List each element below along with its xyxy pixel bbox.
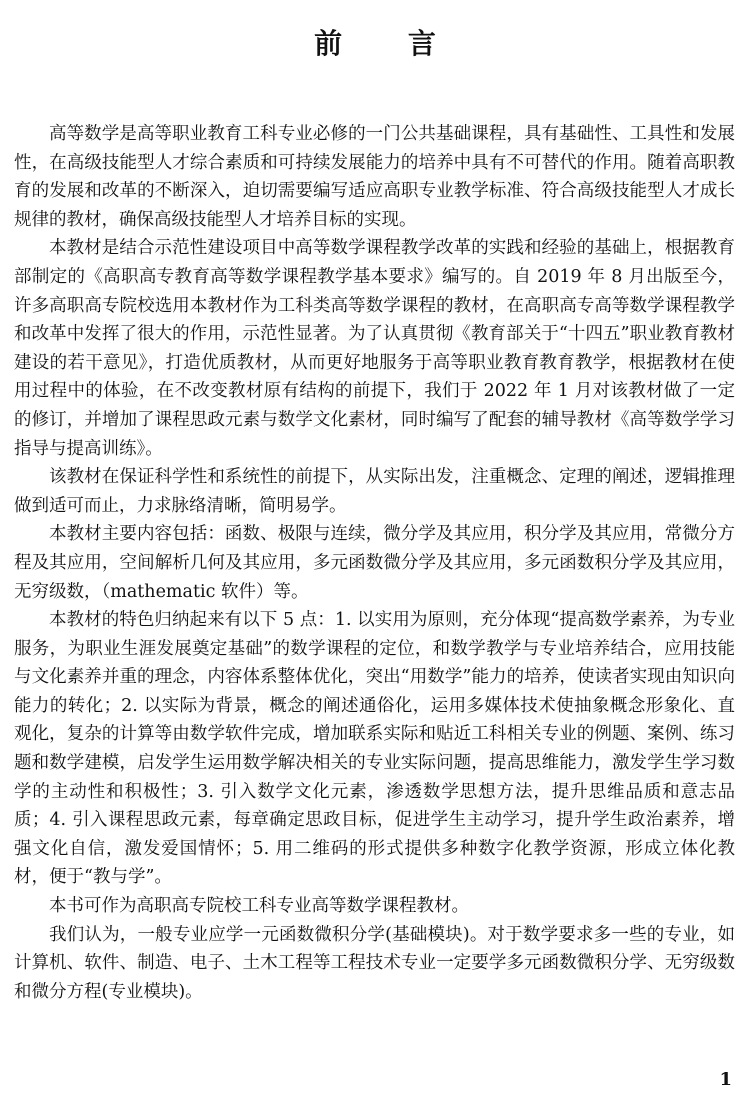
paragraph: 我们认为，一般专业应学一元函数微积分学(基础模块)。对于数学要求多一些的专业，如计算机、软件、制造、电子、土木工程等工程技术专业一定要学多元函数微积分学、无穷级数和微分方程(专业模块)。: [14, 924, 735, 1002]
paragraph: 本书可作为高职高专院校工科专业高等数学课程教材。: [49, 896, 469, 917]
paragraph: 本教材是结合示范性建设项目中高等数学课程教学改革的实践和经验的基础上，根据教育部制定的《高职高专教育高等数学课程教学基本要求》编写的。自 2019 年 8 月出版至今，许多高职高专院校选用本教材作为工科类高等数学课程的教材，在高职高专高等数学课程教学和改革中发挥了很大的作用，示范性显著。为了认真贯彻《教育部关于“十四五”职业教育教材建设的若干意见》，打造优质教材，从而更好地服务于高等职业教育教育教学，根据教材在使用过程中的体验，在不改变教材原有结构的前提下，我们于 2022 年 1 月对该教材做了一定的修订，并增加了课程思政元素与数学文化素材，同时编写了配套的辅导教材《高等数学学习指导与提高训练》。: [14, 238, 735, 459]
preface-body: [14, 120, 735, 1006]
paragraph: 该教材在保证科学性和系统性的前提下，从实际出发，注重概念、定理的阐述，逻辑推理做到适可而止，力求脉络清晰，简明易学。: [14, 467, 735, 516]
paragraph: 本教材的特色归纳起来有以下 5 点：1. 以实用为原则，充分体现“提高数学素养，为专业服务，为职业生涯发展奠定基础”的数学课程的定位，和数学教学与专业培养结合，应用技能与文化素养并重的理念，内容体系整体优化，突出“用数学”能力的培养，使读者实现由知识向能力的转化；2. 以实际为背景，概念的阐述通俗化，运用多媒体技术使抽象概念形象化、直观化，复杂的计算等由数学软件完成，增加联系实际和贴近工科相关专业的例题、案例、练习题和数学建模，启发学生运用数学解决相关的专业实际问题，提高思维能力，激发学生学习数学的主动性和积极性；3. 引入数学文化元素，渗透数学思想方法，提升思维品质和意志品质；4. 引入课程思政元素，每章确定思政目标，促进学生主动学习，提升学生政治素养，增强文化自信，激发爱国情怀；5. 用二维码的形式提供多种数字化教学资源，形成立体化教材，便于“教与学”。: [14, 610, 735, 888]
page-number: 1: [719, 1069, 732, 1090]
page-title: 前 言: [314, 27, 464, 60]
paragraph: 高等数学是高等职业教育工科专业必修的一门公共基础课程，具有基础性、工具性和发展性，在高级技能型人才综合素质和可持续发展能力的培养中具有不可替代的作用。随着高职教育的发展和改革的不断深入，迫切需要编写适应高职专业教学标准、符合高级技能型人才成长规律的教材，确保高级技能型人才培养目标的实现。: [14, 124, 735, 230]
paragraph: 本教材主要内容包括：函数、极限与连续，微分学及其应用，积分学及其应用，常微分方程及其应用，空间解析几何及其应用，多元函数微分学及其应用，多元函数积分学及其应用，无穷级数，（mathematic 软件）等。: [14, 524, 735, 602]
